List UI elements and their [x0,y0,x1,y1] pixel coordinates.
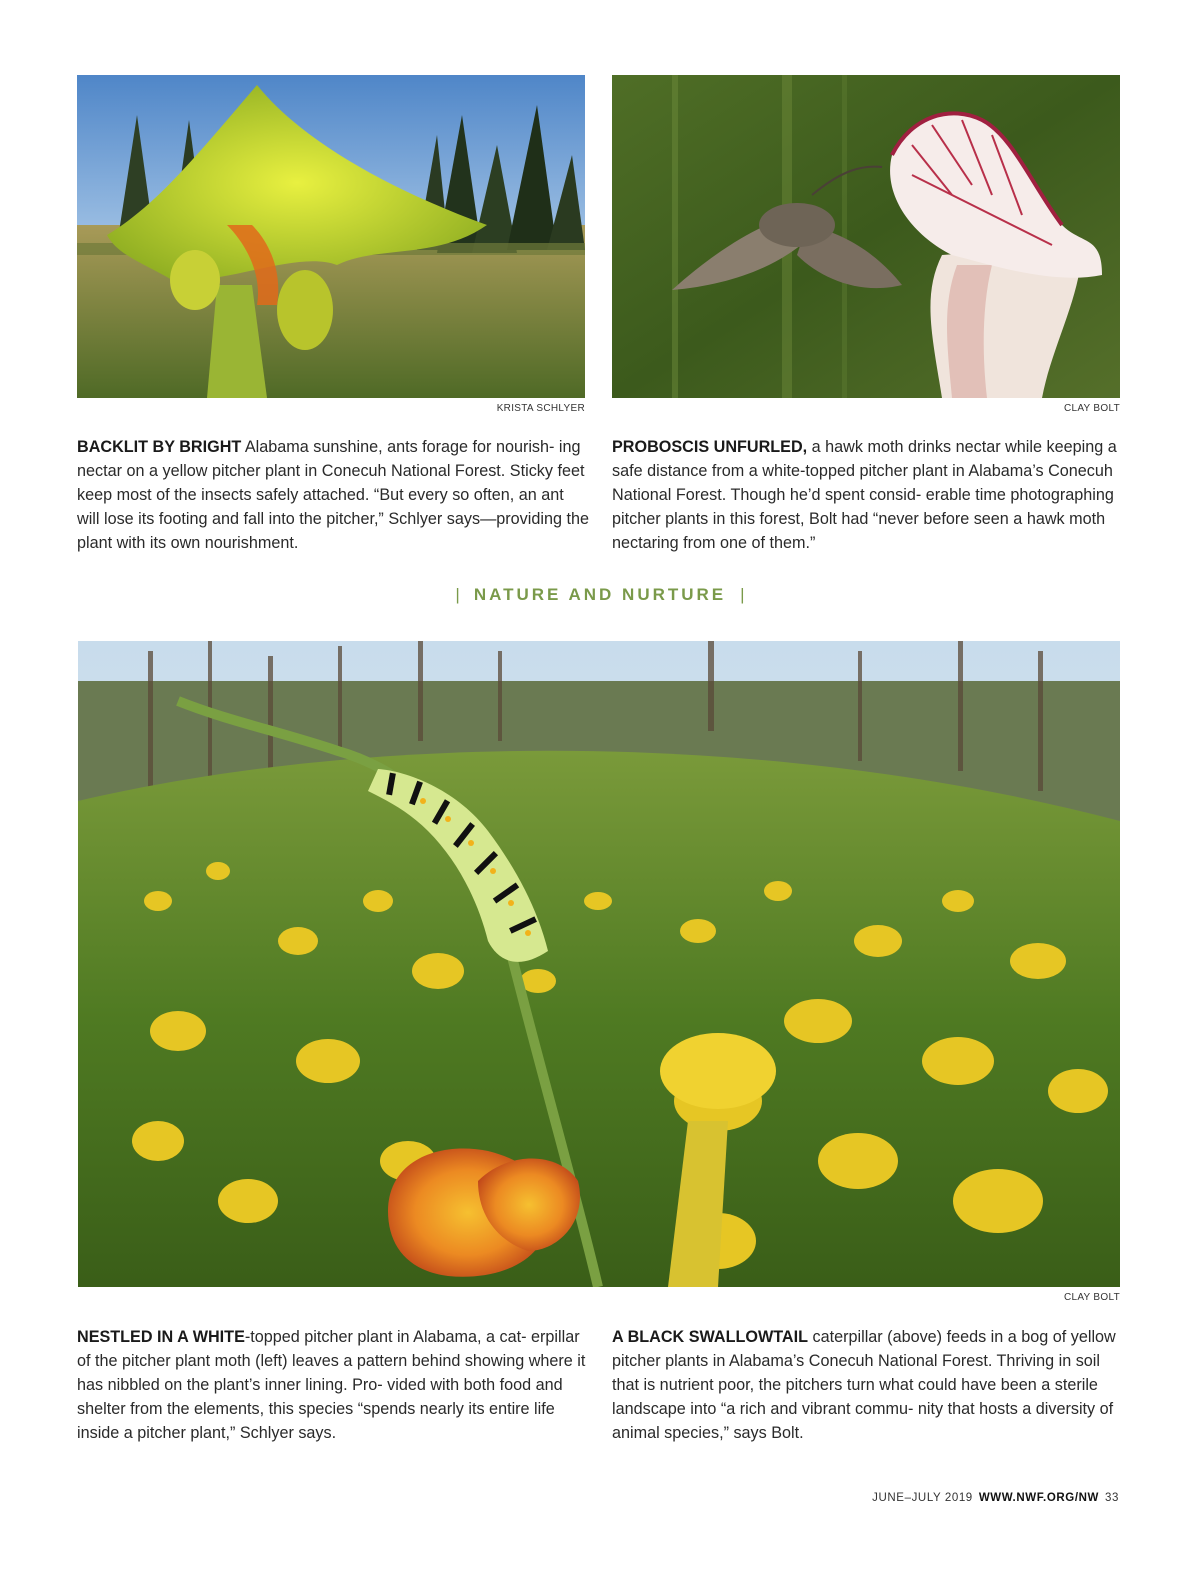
caption-lead: PROBOSCIS UNFURLED, [612,438,808,456]
caption-backlit [77,435,589,555]
caption-body: Alabama sunshine, ants forage for nourish- ing nectar on a yellow pitcher plant in Conecuh National Forest. Sticky feet keep most of the insects safely attached. “But every so often, an ant will lose its footing and fall into the pitcher,” Schlyer says—providing the plant with its own nourishment. [77,438,589,552]
yellow-pitcher-plant-photo [77,75,585,398]
photo-credit: CLAY BOLT [1063,1292,1120,1303]
section-title-text: NATURE AND NURTURE [473,585,727,604]
hawk-moth-photo [612,75,1120,398]
issue-date: JUNE–JULY 2019 [872,1492,973,1504]
caption-lead: NESTLED IN A WHITE [77,1328,245,1346]
photo-credit: CLAY BOLT [1063,403,1120,414]
page-number: 33 [1105,1492,1119,1504]
caption-proboscis [612,435,1124,555]
caption-lead: BACKLIT BY BRIGHT [77,438,242,456]
swallowtail-caterpillar-photo [78,641,1120,1287]
section-title [0,585,1200,605]
website-link[interactable]: WWW.NWF.ORG/NW [978,1492,1099,1504]
caption-swallowtail [612,1325,1124,1445]
caption-body: caterpillar (above) feeds in a bog of yellow pitcher plants in Alabama’s Conecuh National Forest. Thriving in soil that is nutrient poor, the pitchers turn what could have been a sterile landscape into “a rich and vibrant commu- nity that hosts a diversity of animal species,” says Bolt. [612,1328,1116,1442]
caption-body: a hawk moth drinks nectar while keeping a safe distance from a white-topped pitcher plant in Alabama’s Conecuh National Forest. Though he’d spent consid- erable time photographing pitcher plants in this forest, Bolt had “never before seen a hawk moth nectaring from one of them.” [612,438,1117,552]
caption-lead: A BLACK SWALLOWTAIL [612,1328,809,1346]
section-divider: | [455,585,460,604]
page-footer [872,1492,1119,1504]
photo-credit: KRISTA SCHLYER [496,403,585,414]
section-divider: | [740,585,745,604]
caption-nestled [77,1325,589,1445]
caption-body: -topped pitcher plant in Alabama, a cat- erpillar of the pitcher plant moth (left) leaves a pattern behind showing where it has nibbled on the plant’s inner lining. Pro- vided with both food and shelter from the elements, this species “spends nearly its entire life inside a pitcher plant,” Schlyer says. [77,1328,586,1442]
